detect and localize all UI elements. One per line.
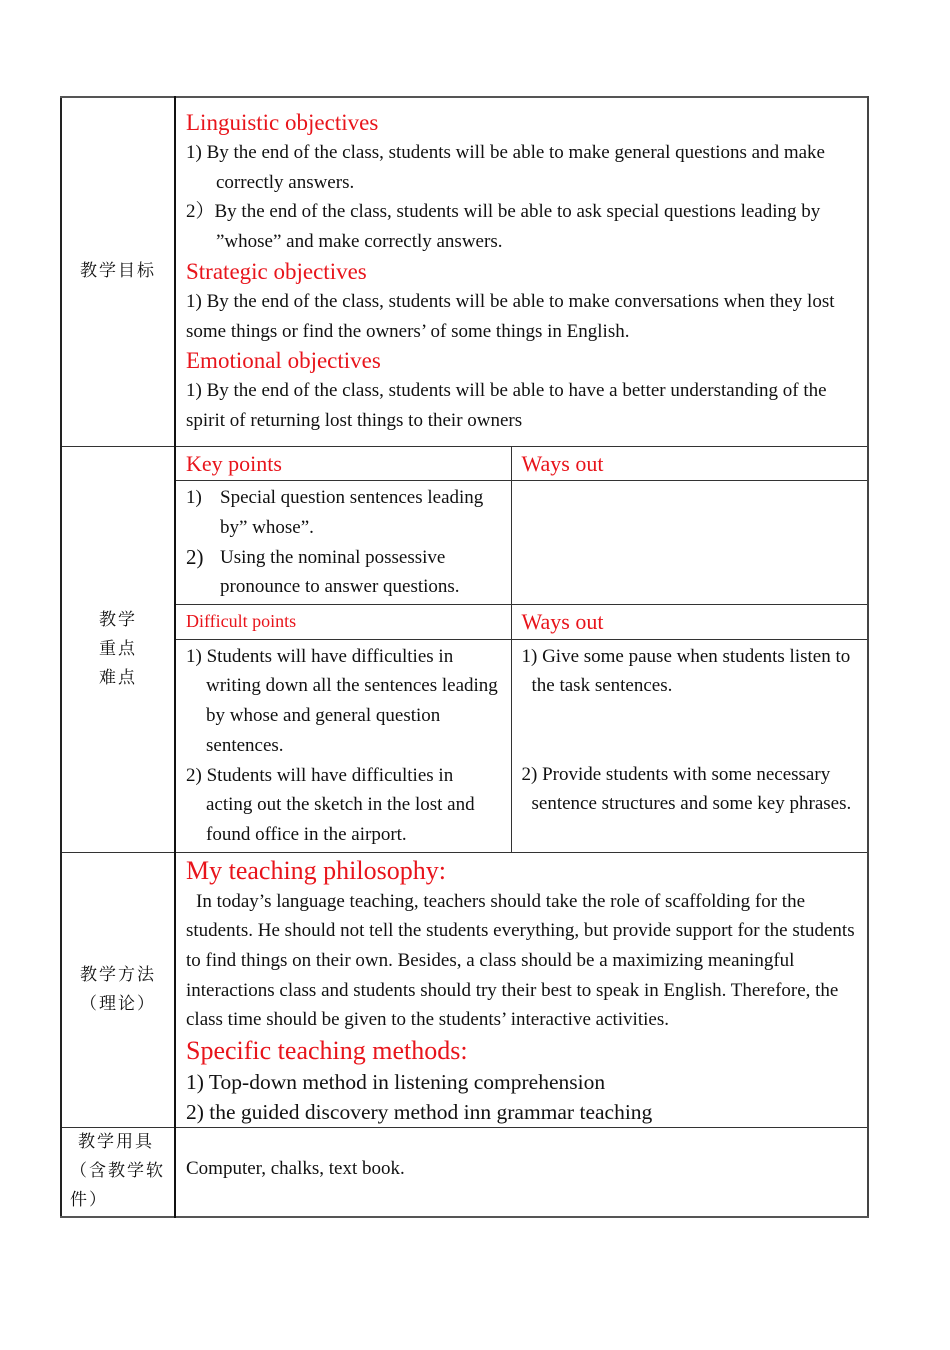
- objectives-content: [175, 97, 868, 446]
- key-difficult-table: [176, 447, 867, 852]
- key-point-2: [186, 543, 501, 602]
- key-point-1-num: 1): [186, 487, 202, 509]
- strategic-objectives-heading: Strategic objectives: [186, 258, 367, 284]
- methods-label: [61, 852, 175, 1128]
- difficult-point-1: 1) Students will have difficulties in writing down all the sentences leading by whose and general question sentences.: [186, 645, 498, 756]
- key-difficult-label: [61, 446, 175, 852]
- key-points-row: [176, 481, 867, 605]
- tools-label-line-2: （含教学软: [70, 1161, 165, 1182]
- methods-row: [61, 852, 868, 1128]
- methods-content: [175, 852, 868, 1128]
- objectives-label: [61, 97, 175, 446]
- difficult-way-out-1: 1) Give some pause when students listen to the task sentences.: [521, 645, 851, 697]
- teaching-philosophy-text: In today’s language teaching, teachers should take the role of scaffolding for the students. He should not tell the students everything, but provide support for the students to find things on their own. Besides, a class should be a maximizing meaningful interactions class and students should try their best to speak in English. Therefore, the class time should be given to the students’ interactive activities.: [186, 890, 855, 1031]
- difficult-points-header: Difficult points: [176, 605, 511, 640]
- key-difficult-label-line-2: 重点: [99, 638, 137, 659]
- key-point-1-text: Special question sentences leading by” whose”.: [220, 487, 484, 538]
- linguistic-objective-1-rest: correctly answers.: [216, 171, 355, 193]
- key-point-1: [186, 483, 501, 542]
- linguistic-objective-2-first: 2）By the end of the class, students will be able to ask special questions leading by: [186, 201, 821, 223]
- key-difficult-row: [61, 446, 868, 852]
- key-points-header: Key points: [176, 447, 511, 481]
- linguistic-objectives-heading: Linguistic objectives: [186, 110, 379, 135]
- ways-out-header-1: Ways out: [511, 447, 867, 481]
- key-point-2-text: Using the nominal possessive pronounce to answer questions.: [220, 546, 460, 598]
- lesson-plan-table: [60, 96, 869, 1218]
- key-point-2-num: 2): [186, 544, 204, 569]
- teaching-philosophy-heading: My teaching philosophy:: [186, 855, 446, 885]
- tools-row: [61, 1128, 868, 1217]
- difficult-points-cell: [176, 639, 511, 851]
- key-difficult-label-line-3: 难点: [99, 667, 137, 688]
- emotional-objectives-heading: Emotional objectives: [186, 348, 381, 374]
- difficult-points-row: [176, 639, 867, 851]
- specific-methods-heading: Specific teaching methods:: [186, 1036, 468, 1066]
- key-points-cell: [176, 481, 511, 605]
- methods-label-line-1: 教学方法: [80, 964, 156, 985]
- ways-out-header-2: Ways out: [511, 605, 867, 640]
- tools-label-line-1: 教学用具: [78, 1132, 154, 1153]
- key-difficult-content: [175, 446, 868, 852]
- tools-label-line-3: 件）: [70, 1190, 108, 1211]
- tools-content: [175, 1128, 868, 1217]
- difficult-way-out-2: 2) Provide students with some necessary sentence structures and some key phrases.: [521, 763, 852, 815]
- tools-text: Computer, chalks, text book.: [186, 1158, 405, 1180]
- emotional-objective-1: 1) By the end of the class, students will be able to have a better understanding of the spirit of returning lost things to their owners: [186, 380, 827, 431]
- strategic-objective-1: 1) By the end of the class, students will be able to make conversations when they lost some things or find the owners’ of some things in English.: [186, 290, 835, 342]
- difficult-point-2: 2) Students will have difficulties in acting out the sketch in the lost and found office in the airport.: [186, 764, 475, 845]
- linguistic-objective-1-first: 1) By the end of the class, students will be able to make general questions and make: [186, 142, 825, 163]
- specific-method-2: 2) the guided discovery method inn grammar teaching: [186, 1100, 653, 1125]
- objectives-label-text: 教学目标: [80, 261, 156, 282]
- difficult-ways-out-cell: [511, 639, 867, 851]
- key-difficult-label-line-1: 教学: [99, 609, 137, 630]
- lesson-plan-page: [60, 96, 869, 1218]
- key-points-header-row: [176, 447, 867, 481]
- linguistic-objective-2-rest: ”whose” and make correctly answers.: [216, 231, 503, 253]
- specific-method-1: 1) Top-down method in listening comprehension: [186, 1070, 606, 1095]
- methods-label-line-2: （理论）: [80, 993, 156, 1014]
- objectives-row: [61, 97, 868, 446]
- tools-label: [61, 1128, 175, 1217]
- difficult-points-header-row: [176, 605, 867, 640]
- key-ways-out-cell: [511, 481, 867, 605]
